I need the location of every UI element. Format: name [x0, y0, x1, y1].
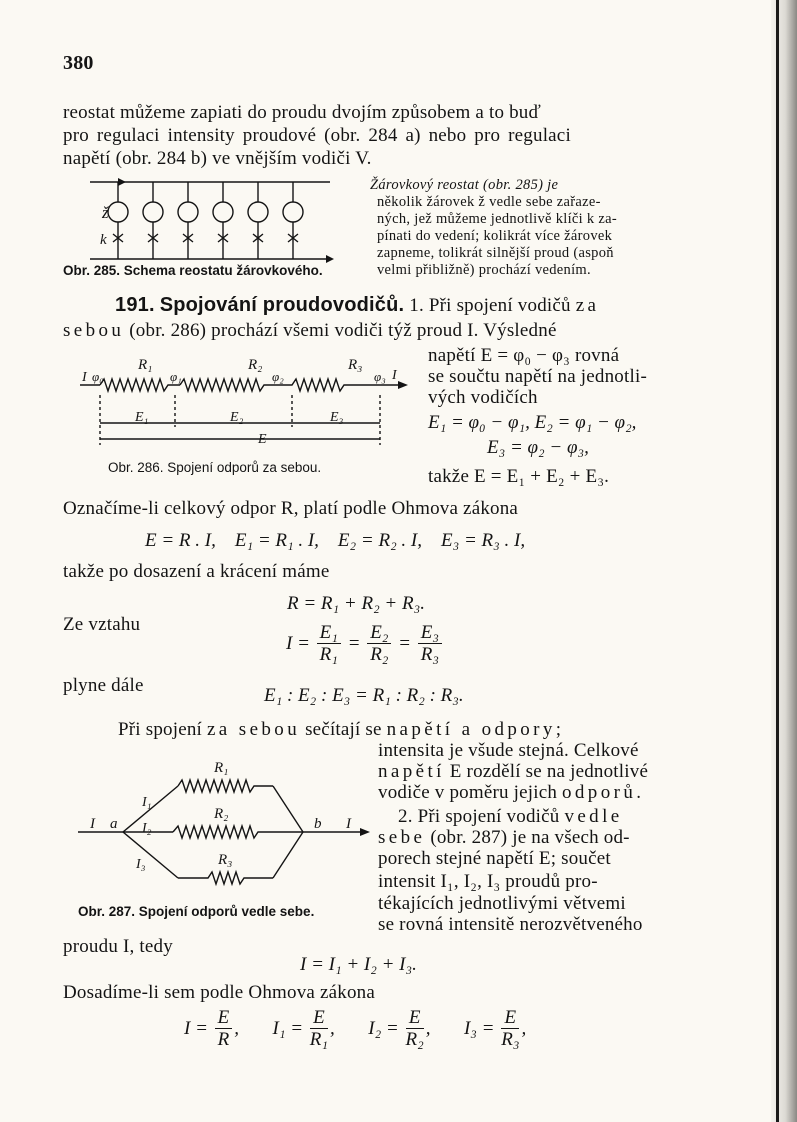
fig287-label-R3: R₃	[218, 852, 233, 868]
ohm-line: Označíme-li celkový odpor R, platí podle Ohmova zákona	[63, 498, 519, 519]
fig286-label-phi0: φ₀	[92, 369, 104, 384]
parallel-line-10: se rovná intensitě nerozvětveného	[378, 914, 643, 935]
fig285-text-5: zapneme, tolikrát silnější proud (aspoň	[377, 245, 614, 261]
sec191-right-1: napětí E = φ₀ − φ₃ rovná	[428, 345, 620, 366]
plyne-dale: plyne dále	[63, 675, 144, 696]
fig286-label-E3: E₃	[330, 410, 344, 425]
fig286-label-R1: R₁	[138, 357, 153, 373]
section-title: Spojování proudovodičů.	[159, 294, 405, 316]
parallel-line-1: Při spojení za sebou sečítají se napětí a odpory;	[118, 719, 565, 740]
fig287-label-I3: I₃	[136, 857, 146, 872]
fig286-label-R3: R₃	[348, 357, 363, 373]
sec191-right-3: vých vodičích	[428, 387, 538, 408]
proudu-tedy: proudu I, tedy	[63, 936, 173, 957]
voltage-proportion: E₁ : E₂ : E₃ = R₁ : R₂ : R₃.	[264, 685, 464, 706]
fig285-text-3: ných, jež můžeme jednotlivě klíči k za-	[377, 211, 617, 227]
parallel-line-8: intensit I₁, I₂, I₃ proudů pro-	[378, 871, 598, 892]
fig287-label-I-in: I	[90, 816, 95, 832]
fig285-text-4: pínati do vedení; kolikrát více žárovek	[377, 228, 613, 244]
ohm-line-2: takže po dosazení a krácení máme	[63, 561, 330, 582]
fig285-text-6: velmi přibližně) prochází vedením.	[377, 262, 591, 278]
fig285-text-2: několik žárovek ž vedle sebe zařaze-	[377, 194, 601, 210]
fig287-caption: Obr. 287. Spojení odporů vedle sebe.	[78, 904, 315, 919]
figure-287-parallel	[78, 752, 378, 892]
fig287-label-I2: I₂	[142, 821, 152, 836]
dosadime-line: Dosadíme-li sem podle Ohmova zákona	[63, 982, 375, 1003]
parallel-line-2: intensita je všude stejná. Celkové	[378, 740, 639, 761]
section-number: 191.	[115, 294, 155, 316]
fig285-text-1: Žárovkový reostat (obr. 285) je	[370, 177, 559, 193]
fig286-label-phi1: φ₁	[170, 369, 182, 384]
fig285-caption: Obr. 285. Schema reostatu žárovkového.	[63, 263, 323, 278]
fig286-label-I-out: I	[392, 368, 397, 383]
parallel-line-3: napětí E rozdělí se na jednotlivé	[378, 761, 649, 782]
fig286-label-E: E	[258, 432, 267, 447]
fig287-label-I1: I₁	[142, 795, 152, 810]
fig286-label-I-in: I	[82, 370, 87, 385]
ohm-equations: E = R . I, E₁ = R₁ . I, E₂ = R₂ . I, E₃ = R₃ . I,	[145, 530, 526, 551]
fig286-label-E2: E₂	[230, 410, 244, 425]
sec191-right-2: se součtu napětí na jednotli-	[428, 366, 647, 387]
page-edge-shadow	[771, 0, 797, 1122]
figure-286-series	[80, 355, 410, 455]
sec191-right-5: E₃ = φ₂ − φ₃,	[487, 437, 589, 458]
section-191-line-1: 191. Spojování proudovodičů. 1. Při spojení vodičů za	[115, 294, 600, 316]
fig287-label-a: a	[110, 816, 118, 832]
parallel-line-4: vodiče v poměru jejich odporů.	[378, 782, 645, 803]
fig287-label-R1: R₁	[214, 760, 229, 776]
intro-line-2: pro regulaci intensity proudové (obr. 284 a) nebo pro regulaci	[63, 125, 571, 146]
page-number: 380	[63, 52, 94, 74]
section-191-line-2: sebou (obr. 286) prochází všemi vodiči týž proud I. Výsledné	[63, 320, 557, 341]
resistance-sum: R = R₁ + R₂ + R₃.	[287, 593, 425, 614]
fig286-label-phi3: φ₃	[374, 369, 386, 384]
parallel-line-9: tékajících jednotlivými větvemi	[378, 893, 626, 914]
intro-line-1: reostat můžeme zapiati do proudu dvojím způsobem a to buď	[63, 102, 541, 123]
sec191-right-6: takže E = E₁ + E₂ + E₃.	[428, 466, 610, 487]
intro-line-3: napětí (obr. 284 b) ve vnějším vodiči V.	[63, 148, 372, 169]
figure-285-lamp-rheostat	[80, 172, 360, 272]
parallel-line-7: porech stejné napětí E; součet	[378, 848, 611, 869]
fig286-label-E1: E₁	[135, 410, 149, 425]
final-fractions: I = $\frac{E}{R}$ , I₁ = $\frac{E}{\text{R₁}}$ , I₂ = $\frac{E}{\text{R₂}}$ , I₃ = $\frac{E}{\text{R₃}}$ ,	[184, 1007, 527, 1050]
current-ratio-equation: I = $\frac{\text{E₁}}{\text{R₁}}$ = $\frac{\text{E₂}}{\text{R₂}}$ = $\frac{\text{E₃}}{\text{R₃}}$	[286, 623, 444, 666]
parallel-line-6: sebe (obr. 287) je na všech od-	[378, 827, 630, 848]
fig286-caption: Obr. 286. Spojení odporů za sebou.	[108, 460, 322, 475]
fig287-label-R2: R₂	[214, 806, 229, 822]
parallel-line-5: 2. Při spojení vodičů vedle	[398, 806, 623, 827]
sec191-right-4: E₁ = φ₀ − φ₁, E₂ = φ₁ − φ₂,	[428, 412, 637, 433]
current-sum: I = I₁ + I₂ + I₃.	[300, 954, 417, 975]
fig286-label-phi2: φ₂	[272, 369, 284, 384]
fig287-label-I-out: I	[346, 816, 351, 832]
ze-vztahu: Ze vztahu	[63, 614, 141, 635]
fig287-label-b: b	[314, 816, 322, 832]
fig286-label-R2: R₂	[248, 357, 263, 373]
page-edge-line	[776, 0, 779, 1122]
fig285-label-key: k	[100, 232, 107, 248]
fig285-label-bulb: ž	[102, 203, 109, 222]
